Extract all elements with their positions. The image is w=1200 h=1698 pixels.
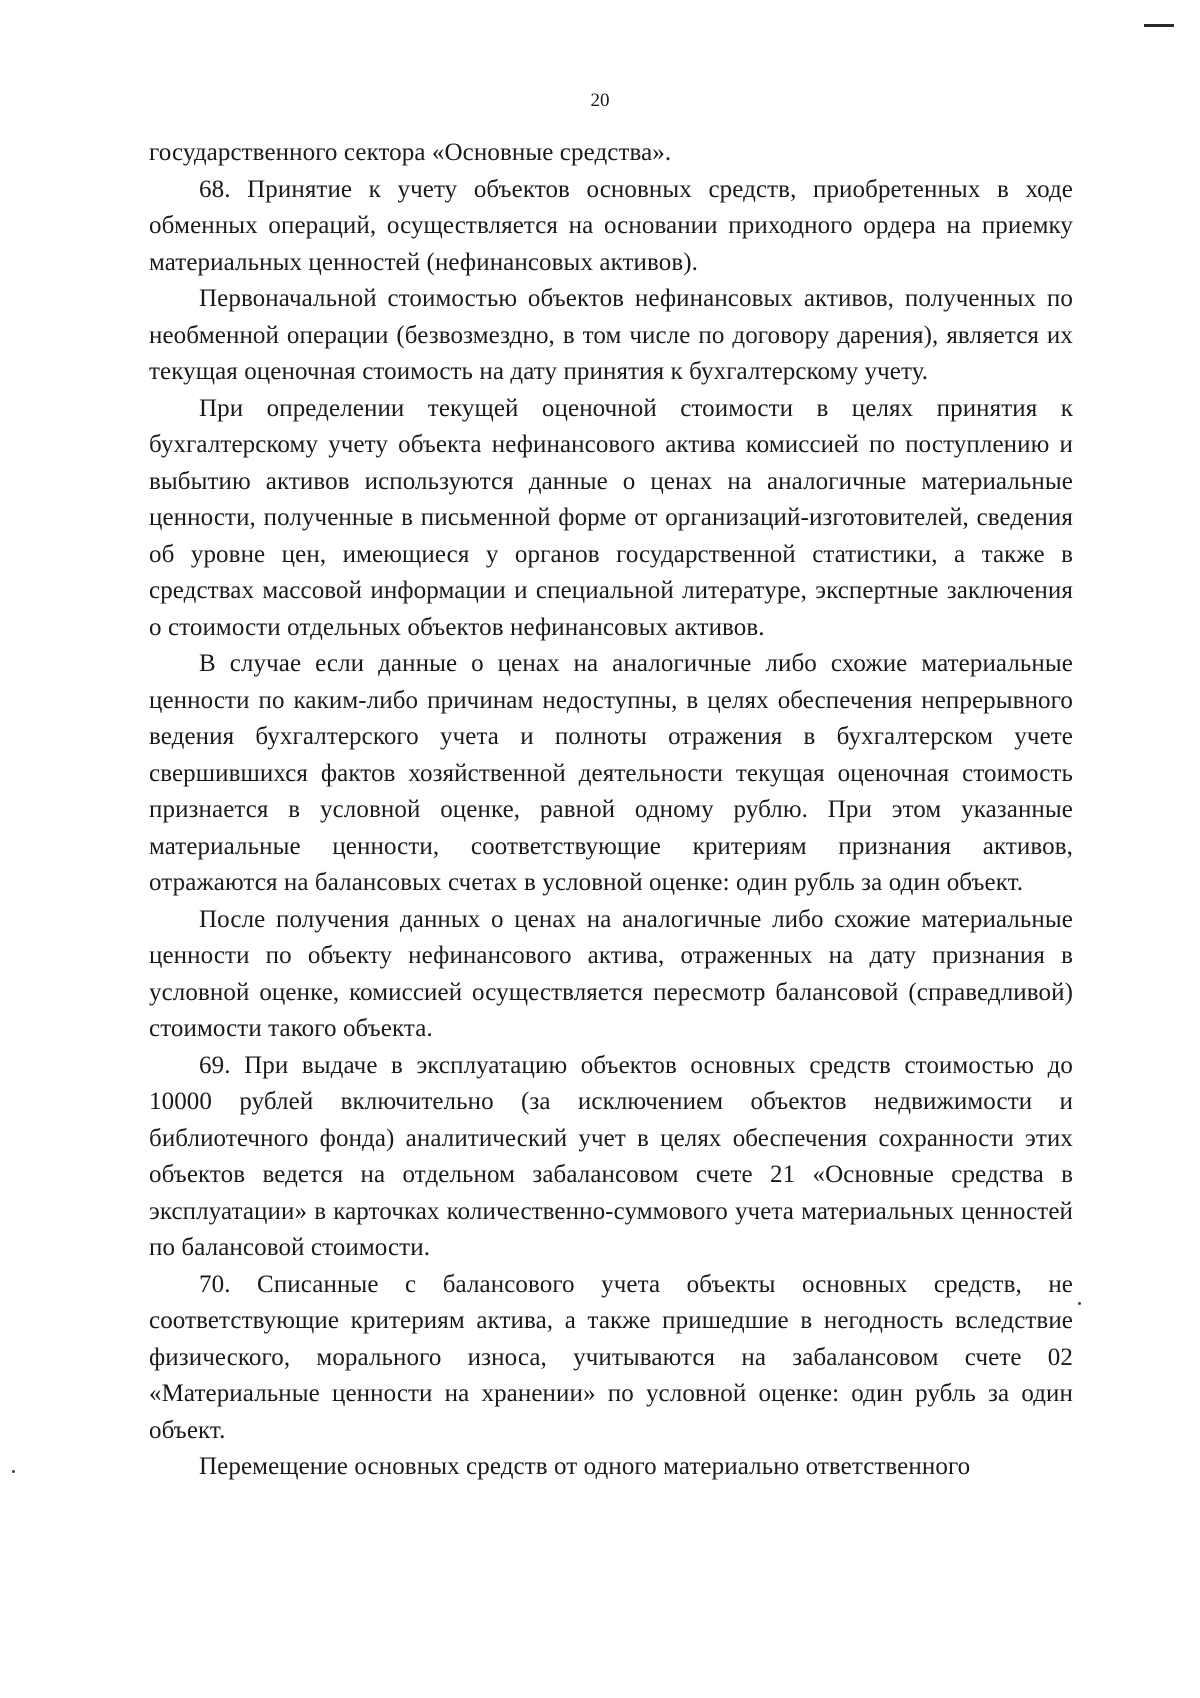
paragraph-valuation-sources: При определении текущей оценочной стоимости в целях принятия к бухгалтерскому учету объекта нефинансового актива комиссией по поступлению и выбытию активов используются данные о ценах на аналогичные материальные ценности, полученные в письменной форме от организаций-изготовителей, сведения об уровне цен, имеющиеся у органов государственной статистики, а также в средствах массовой информации и специальной литературе, экспертные заключения о стоимости отдельных объектов нефинансовых активов. xyxy=(149,394,1073,641)
paragraph-68: 68. Принятие к учету объектов основных средств, приобретенных в ходе обменных операций, осуществляется на основании приходного ордера на приемку материальных ценностей (нефинансовых активов). xyxy=(149,175,1073,276)
document-body xyxy=(149,135,1073,1486)
paragraph-initial-cost: Первоначальной стоимостью объектов нефинансовых активов, полученных по необменной операции (безвозмездно, в том числе по договору дарения), является их текущая оценочная стоимость на дату принятия к бухгалтерскому учету. xyxy=(149,285,1073,385)
scan-speck xyxy=(12,1470,15,1473)
paragraph-transfer: Перемещение основных средств от одного материально ответственного xyxy=(199,1453,971,1480)
scan-corner-mark xyxy=(1144,24,1174,27)
paragraph-revaluation: После получения данных о ценах на аналогичные либо схожие материальные ценности по объекту нефинансового актива, отраженных на дату признания в условной оценке, комиссией осуществляется пересмотр балансовой (справедливой) стоимости такого объекта. xyxy=(149,905,1073,1042)
paragraph-69: 69. При выдаче в эксплуатацию объектов основных средств стоимостью до 10000 рублей включительно (за исключением объектов недвижимости и библиотечного фонда) аналитический учет в целях обеспечения сохранности этих объектов ведется на отдельном забалансовом счете 21 «Основные средства в эксплуатации» в карточках количественно-суммового учета материальных ценностей по балансовой стоимости. xyxy=(149,1051,1073,1261)
paragraph-70: 70. Списанные с балансового учета объекты основных средств, не соответствующие критериям актива, а также пришедшие в негодность вследствие физического, морального износа, учитываются на забалансовом счете 02 «Материальные ценности на хранении» по условной оценке: один рубль за один объект. xyxy=(149,1270,1073,1444)
scan-speck xyxy=(1078,1302,1081,1305)
paragraph-continuation: государственного сектора «Основные средства». xyxy=(149,139,672,166)
page-number: 20 xyxy=(590,90,610,111)
paragraph-conditional-valuation: В случае если данные о ценах на аналогичные либо схожие материальные ценности по каким-либо причинам недоступны, в целях обеспечения непрерывного ведения бухгалтерского учета и полноты отражения в бухгалтерском учете свершившихся фактов хозяйственной деятельности текущая оценочная стоимость признается в условной оценке, равной одному рублю. При этом указанные материальные ценности, соответствующие критериям признания активов, отражаются на балансовых счетах в условной оценке: один рубль за один объект. xyxy=(149,650,1073,896)
